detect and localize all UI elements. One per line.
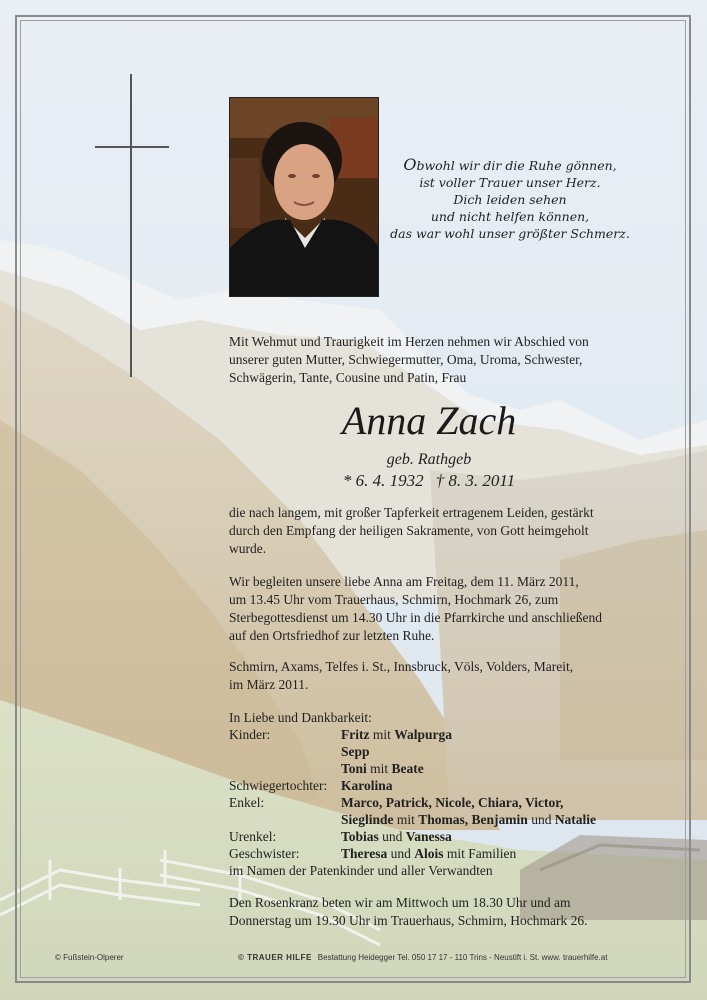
daughter-in-law-name: Karolina (341, 778, 393, 793)
connector: mit (369, 727, 395, 742)
passing-text (229, 504, 629, 558)
deceased-name: Anna Zach (341, 398, 517, 443)
grandchild-name: Sieglinde (341, 812, 394, 827)
poem-line: ist voller Trauer unser Herz. (419, 175, 601, 190)
intro-line: Schwägerin, Tante, Cousine und Patin, Frau (229, 370, 467, 385)
daughter-in-law-label: Schwiegertochter: (229, 778, 328, 793)
spouse-name: Walpurga (394, 727, 453, 742)
portrait-image (230, 98, 379, 297)
rosary-line: Den Rosenkranz beten wir am Mittwoch um 18.30 Uhr und am (229, 895, 571, 910)
daughter-in-law-row (229, 777, 649, 794)
funeral-home-footer (238, 953, 607, 962)
intro-text (229, 333, 629, 387)
great-grandchildren-row (229, 828, 649, 845)
great-grandchildren-label: Urenkel: (229, 829, 277, 844)
spouse-name: Beate (391, 761, 424, 776)
children-row (229, 726, 649, 743)
children-entry (341, 743, 370, 760)
connector: mit (366, 761, 392, 776)
birth-date: * 6. 4. 1932 (342, 471, 424, 490)
rosary-text (229, 894, 629, 930)
maiden-name: geb. Rathgeb (386, 451, 472, 468)
connector: und (527, 812, 555, 827)
cross-icon-horizontal (95, 146, 169, 148)
poem-line: das war wohl unser größter Schmerz. (390, 226, 630, 241)
sibling-name: Alois (414, 846, 444, 861)
funeral-home-info: Bestattung Heidegger Tel. 050 17 17 - 110 Trins - Neustift i. St. www. trauerhilfe.at (317, 953, 608, 962)
funeral-line: Sterbegottesdienst um 14.30 Uhr in die Pfarrkirche und anschließend (229, 610, 603, 625)
grandchildren-row (229, 794, 649, 811)
death-date: † 8. 3. 2011 (435, 471, 516, 490)
children-entry (341, 760, 424, 777)
great-grandchild-name: Tobias (341, 829, 379, 844)
children-row (229, 743, 649, 760)
child-name: Sepp (341, 744, 370, 759)
closing-text: im Namen der Patenkinder und aller Verwandten (229, 863, 493, 878)
cross-icon-vertical (130, 74, 132, 377)
passing-line: durch den Empfang der heiligen Sakramente, von Gott heimgeholt (229, 523, 589, 538)
siblings-label: Geschwister: (229, 846, 300, 861)
connector: und (387, 846, 415, 861)
memorial-poem (390, 156, 630, 242)
connector: und (378, 829, 406, 844)
children-entry (341, 726, 452, 743)
photo-credit: © Fußstein-Olperer (55, 953, 124, 962)
mourners-list (229, 709, 649, 879)
rosary-line: Donnerstag um 19.30 Uhr im Trauerhaus, Schmirn, Hochmark 26. (229, 913, 588, 928)
great-grandchild-name: Vanessa (405, 829, 452, 844)
poem-line (390, 156, 630, 174)
grandchild-spouse: Thomas, Benjamin (418, 812, 528, 827)
passing-line: die nach langem, mit großer Tapferkeit ertragenem Leiden, gestärkt (229, 505, 594, 520)
closing-row (229, 862, 649, 879)
child-name: Fritz (341, 727, 370, 742)
funeral-text (229, 573, 629, 645)
child-name: Toni (341, 761, 367, 776)
poem-initial: O (403, 155, 417, 174)
poem-line-text: bwohl wir dir die Ruhe gönnen, (416, 158, 617, 173)
grandchildren-names: Marco, Patrick, Nicole, Chiara, Victor, (341, 795, 564, 810)
funeral-line: auf den Ortsfriedhof zur letzten Ruhe. (229, 628, 435, 643)
passing-line: wurde. (229, 541, 267, 556)
poem-line: und nicht helfen können, (430, 209, 590, 224)
life-dates (229, 470, 629, 492)
grandchildren-row (229, 811, 649, 828)
place-line: Schmirn, Axams, Telfes i. St., Innsbruck, Völs, Volders, Mareit, (229, 659, 574, 674)
connector: mit (393, 812, 419, 827)
funeral-line: Wir begleiten unsere liebe Anna am Freitag, dem 11. März 2011, (229, 574, 579, 589)
place-date-text (229, 658, 629, 694)
children-row (229, 760, 649, 777)
trauerhilfe-logo: © TRAUER HILFE (238, 953, 312, 962)
mourners-heading: In Liebe und Dankbarkeit: (229, 710, 372, 725)
place-line: im März 2011. (229, 677, 309, 692)
intro-line: Mit Wehmut und Traurigkeit im Herzen nehmen wir Abschied von (229, 334, 589, 349)
children-label: Kinder: (229, 727, 271, 742)
portrait-photo (229, 97, 379, 297)
great-grandchild-name: Natalie (554, 812, 597, 827)
funeral-line: um 13.45 Uhr vom Trauerhaus, Schmirn, Hochmark 26, zum (229, 592, 559, 607)
sibling-name: Theresa (341, 846, 388, 861)
poem-line: Dich leiden sehen (453, 192, 567, 207)
grandchildren-label: Enkel: (229, 795, 265, 810)
mourners-heading-row (229, 709, 649, 726)
sibling-suffix: mit Familien (443, 846, 517, 861)
siblings-row (229, 845, 649, 862)
intro-line: unserer guten Mutter, Schwiegermutter, Oma, Uroma, Schwester, (229, 352, 583, 367)
